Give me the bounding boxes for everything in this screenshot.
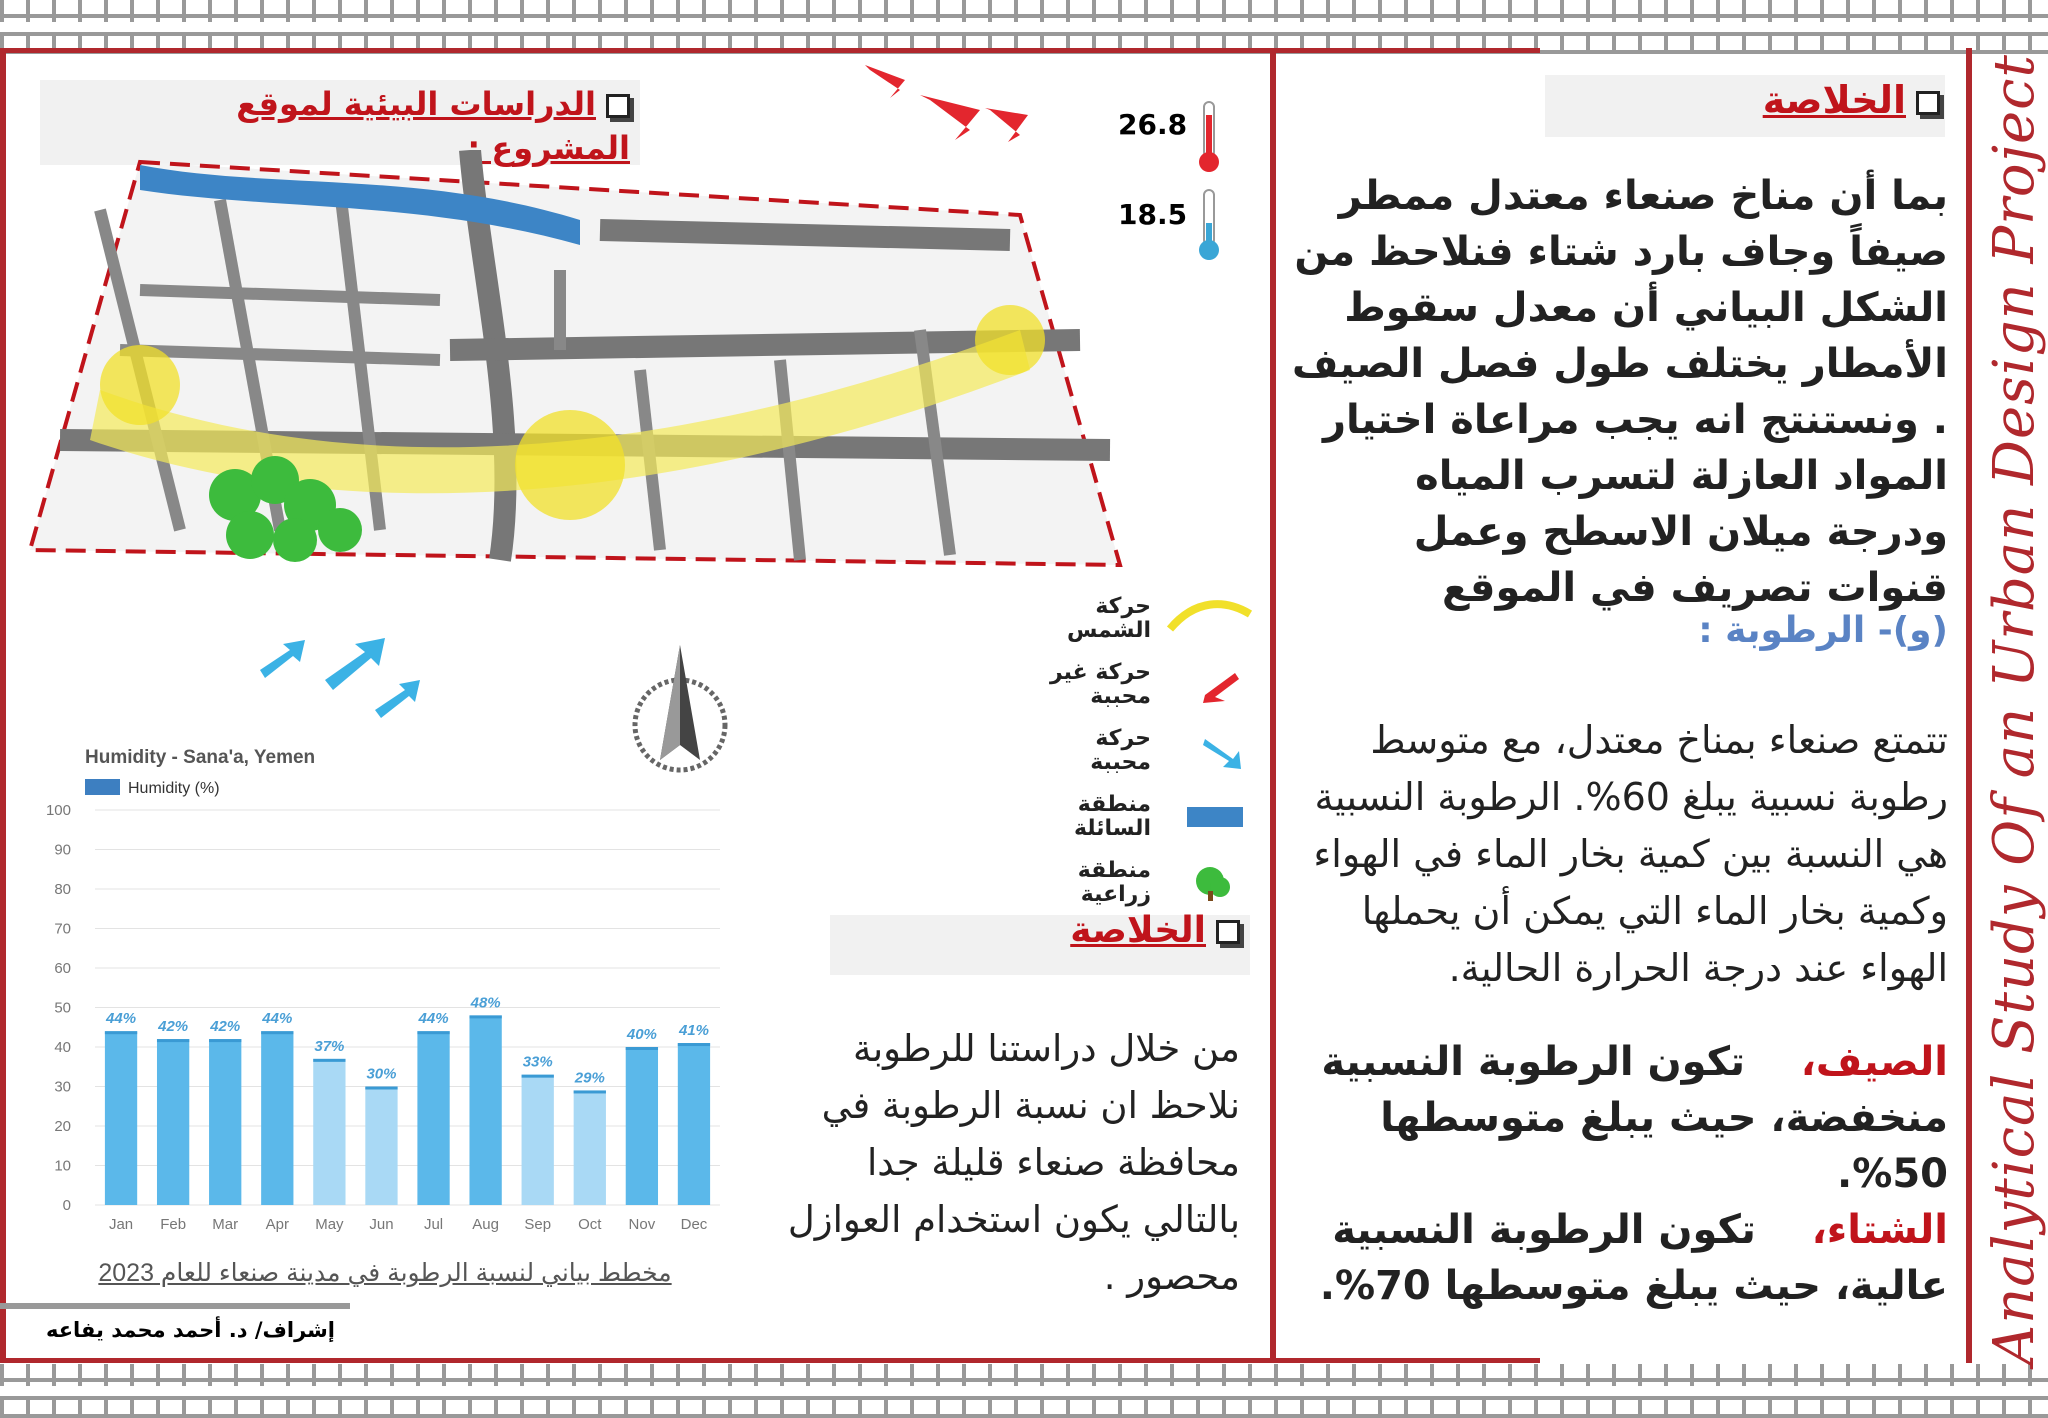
bar <box>522 1075 554 1205</box>
humidity-text: تتمتع صنعاء بمناخ معتدل، مع متوسط رطوبة نسبية يبلغ 60%. الرطوبة النسبية هي النسبة بين كمية بخار الماء في الهواء وكمية بخار الماء التي يمكن أن يحملها الهواء عند درجة الحرارة الحالية. <box>1313 718 1948 990</box>
summer-paragraph <box>1300 1034 1948 1202</box>
bottom-border <box>0 1364 2048 1418</box>
blue-arrow-icon <box>1165 731 1255 771</box>
humidity-chart <box>30 735 730 1245</box>
bar-cap <box>417 1031 449 1034</box>
bar <box>313 1059 345 1205</box>
red-arrow-icon <box>1165 665 1255 705</box>
bar-value-label: 48% <box>470 994 501 1012</box>
frame-line-top <box>0 48 1540 53</box>
y-tick-label: 10 <box>54 1157 71 1175</box>
legend-item: حركة الشمس <box>1000 595 1255 643</box>
thermometer-hot-icon <box>1195 100 1225 175</box>
bar-cap <box>261 1031 293 1034</box>
summer-label: الصيف، <box>1800 1039 1948 1085</box>
y-tick-label: 30 <box>54 1078 71 1096</box>
checkbox-icon <box>1916 91 1940 115</box>
x-tick-label: Jan <box>108 1216 134 1233</box>
bar-cap <box>522 1075 554 1078</box>
bar-cap <box>209 1039 241 1042</box>
winter-label: الشتاء، <box>1811 1207 1948 1253</box>
bar-cap <box>574 1090 606 1093</box>
bar <box>574 1090 606 1205</box>
thermometer-cold-icon <box>1195 188 1225 263</box>
winter-text: تكون الرطوبة النسبية عالية، حيث يبلغ متوسطها 70%. <box>1319 1207 1948 1309</box>
x-tick-label: Oct <box>578 1216 602 1233</box>
frame-line-right <box>1966 48 1972 1363</box>
supervisor-divider <box>0 1303 350 1309</box>
bar-value-label: 42% <box>158 1018 189 1036</box>
bar-value-label: 44% <box>418 1010 449 1028</box>
bar <box>469 1015 501 1205</box>
legend-item: منطقة زراعية <box>1000 859 1255 907</box>
y-tick-label: 40 <box>54 1039 71 1056</box>
y-tick-label: 80 <box>54 881 71 898</box>
bar-cap <box>626 1047 658 1050</box>
bar-value-label: 29% <box>574 1069 605 1087</box>
bar-value-label: 40% <box>626 1026 657 1043</box>
bar-value-label: 44% <box>262 1010 293 1028</box>
bar-cap <box>365 1087 397 1090</box>
map-legend <box>1000 595 1255 907</box>
x-tick-label: Apr <box>265 1216 289 1233</box>
bar-cap <box>105 1031 137 1034</box>
bar-cap <box>469 1015 501 1018</box>
x-tick-label: Nov <box>628 1216 656 1233</box>
chart-legend-swatch <box>85 779 120 795</box>
checkbox-icon <box>606 94 630 118</box>
x-tick-label: Jul <box>423 1216 444 1233</box>
x-tick-label: Dec <box>680 1216 708 1233</box>
legend-item: حركة غير محببة <box>1000 661 1255 709</box>
right-summary-text: بما أن مناخ صنعاء معتدل ممطر صيفاً وجاف بارد شتاء فنلاحظ من الشكل البياني أن معدل سقوط الأمطار يختلف طول فصل الصيف . ونستنتج انه يجب مراعاة اختيار المواد العازلة لتسرب المياه ودرجة ميلان الاسطح وعمل قنوات تصريف في الموقع <box>1292 173 1948 611</box>
bar-cap <box>678 1043 710 1046</box>
water-area-icon <box>1165 797 1255 837</box>
frame-line-bottom <box>0 1358 1540 1363</box>
summer-text: تكون الرطوبة النسبية منخفضة، حيث يبلغ متوسطها 50%. <box>1321 1039 1948 1197</box>
bar-value-label: 42% <box>210 1018 241 1036</box>
left-summary-text: من خلال دراستنا للرطوبة نلاحظ ان نسبة الرطوبة في محافظة صنعاء قليلة جدا بالتالي يكون استخدام العوازل محصور . <box>787 1027 1240 1298</box>
frame-line-middle <box>1270 48 1276 1363</box>
bar-value-label: 41% <box>678 1022 709 1040</box>
env-title: الدراسات البيئية لموقع المشروع : <box>236 85 630 167</box>
bar <box>678 1043 710 1205</box>
preferred-wind-arrows <box>255 630 445 720</box>
bar-cap <box>313 1059 345 1062</box>
winter-paragraph <box>1300 1202 1948 1314</box>
x-tick-label: May <box>315 1216 344 1233</box>
x-tick-label: Aug <box>472 1216 499 1233</box>
bar <box>209 1039 241 1205</box>
y-tick-label: 20 <box>54 1118 71 1135</box>
bar-value-label: 37% <box>314 1037 345 1055</box>
project-title: Analytical Study Of an Urban Design Project <box>1981 54 2047 1366</box>
y-tick-label: 100 <box>45 802 71 819</box>
site-map <box>20 150 1130 570</box>
x-tick-label: Feb <box>160 1216 187 1233</box>
temp-low: 18.5 <box>1118 198 1188 231</box>
x-tick-label: Sep <box>524 1216 552 1233</box>
frame-line-left <box>0 48 6 1363</box>
bar-cap <box>157 1039 189 1042</box>
checkbox-icon <box>1216 920 1240 944</box>
y-tick-label: 0 <box>62 1197 71 1214</box>
bar <box>417 1031 449 1205</box>
bar <box>365 1087 397 1206</box>
bar-value-label: 44% <box>106 1010 137 1028</box>
y-tick-label: 70 <box>54 920 71 938</box>
chart-caption: مخطط بياني لنسبة الرطوبة في مدينة صنعاء للعام 2023 <box>98 1259 672 1287</box>
y-tick-label: 90 <box>54 841 71 859</box>
humidity-heading: (و)- الرطوبة : <box>1698 610 1948 651</box>
chart-legend-label: Humidity (%) <box>128 780 220 797</box>
tree-icon <box>1165 863 1255 903</box>
x-tick-label: Mar <box>212 1216 239 1233</box>
left-summary-title: الخلاصة <box>1070 910 1206 951</box>
bar <box>261 1031 293 1205</box>
y-tick-label: 60 <box>54 960 71 977</box>
unwanted-wind-arrows <box>860 60 1060 160</box>
bar <box>626 1047 658 1205</box>
supervisor: إشراف/ د. أحمد محمد يفاعه <box>45 1318 335 1342</box>
bar-value-label: 33% <box>522 1053 553 1071</box>
legend-item: حركة محببة <box>1000 727 1255 775</box>
bar <box>105 1031 137 1205</box>
y-tick-label: 50 <box>54 999 71 1017</box>
legend-item: منطقة السائلة <box>1000 793 1255 841</box>
bar-value-label: 30% <box>366 1065 397 1083</box>
x-tick-label: Jun <box>369 1216 394 1233</box>
top-border <box>0 0 2048 54</box>
right-summary-title: الخلاصة <box>1762 78 1906 122</box>
temp-high: 26.8 <box>1118 108 1188 141</box>
sun-path-icon <box>1165 599 1255 639</box>
chart-title: Humidity - Sana'a, Yemen <box>85 747 316 768</box>
bar <box>157 1039 189 1205</box>
